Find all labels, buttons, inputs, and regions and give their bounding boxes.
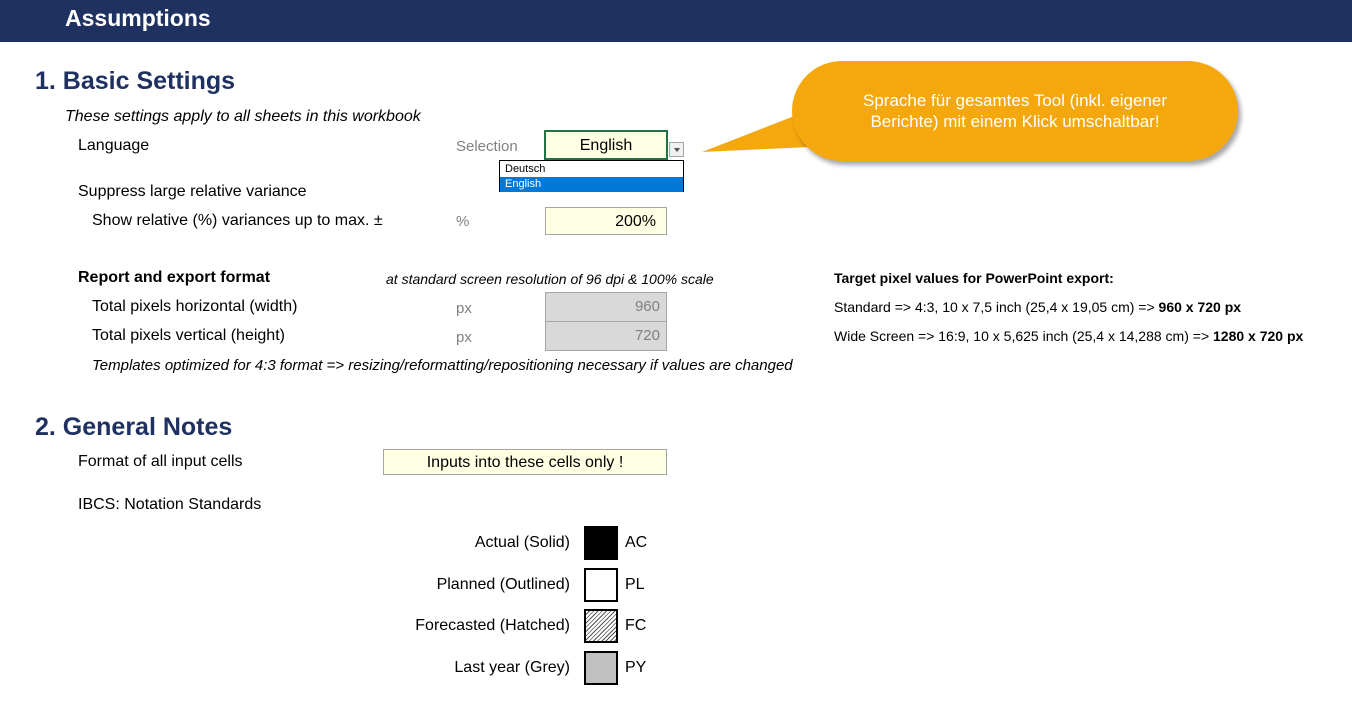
dropdown-option-english[interactable]: English: [500, 177, 683, 192]
section-title-basic-settings: 1. Basic Settings: [35, 67, 236, 95]
language-label: Language: [78, 137, 150, 154]
target-standard: [834, 299, 1241, 315]
header-bar: [0, 0, 1352, 42]
target-title: Target pixel values for PowerPoint export:: [834, 270, 1114, 286]
forecasted-swatch-icon: [584, 609, 618, 643]
last-year-swatch-icon: [584, 651, 618, 685]
target-standard-text: Standard => 4:3, 10 x 7,5 inch (25,4 x 19,05 cm) =>: [834, 299, 1159, 315]
language-callout: Sprache für gesamtes Tool (inkl. eigener Berichte) mit einem Klick umschaltbar!: [792, 61, 1238, 161]
variance-unit: %: [456, 213, 470, 230]
template-note: Templates optimized for 4:3 format => resizing/reformatting/repositioning necessary if values are changed: [92, 357, 793, 374]
selection-label: Selection: [456, 138, 518, 155]
notation-label-planned: Planned (Outlined): [436, 576, 570, 593]
resolution-note: at standard screen resolution of 96 dpi & 100% scale: [386, 271, 714, 287]
variance-input[interactable]: 200%: [545, 207, 667, 235]
input-format-label: Format of all input cells: [78, 453, 243, 470]
report-format-label: Report and export format: [78, 269, 271, 286]
target-wide: [834, 328, 1303, 344]
target-wide-value: 1280 x 720 px: [1213, 328, 1304, 344]
section-title-general-notes: 2. General Notes: [35, 413, 233, 441]
notation-label-last-year: Last year (Grey): [454, 659, 570, 676]
language-select[interactable]: English: [544, 130, 668, 160]
chevron-down-icon[interactable]: [669, 142, 684, 157]
height-label: Total pixels vertical (height): [92, 327, 285, 344]
page-title: Assumptions: [65, 5, 211, 31]
dropdown-option-deutsch[interactable]: Deutsch: [505, 163, 546, 175]
planned-swatch-icon: [584, 568, 618, 602]
width-unit: px: [456, 300, 472, 317]
height-unit: px: [456, 329, 472, 346]
notation-code-actual: AC: [625, 534, 648, 551]
language-dropdown-list: [499, 160, 684, 192]
notation-label-forecasted: Forecasted (Hatched): [415, 617, 570, 634]
height-value: 720: [545, 321, 667, 351]
notation-code-planned: PL: [625, 576, 645, 593]
notation-code-last-year: PY: [625, 659, 647, 676]
target-standard-value: 960 x 720 px: [1158, 299, 1242, 315]
ibcs-label: IBCS: Notation Standards: [78, 496, 262, 513]
width-value: 960: [545, 292, 667, 322]
actual-swatch-icon: [584, 526, 618, 560]
width-label: Total pixels horizontal (width): [92, 298, 298, 315]
input-format-sample: Inputs into these cells only !: [383, 449, 667, 475]
variance-label: Show relative (%) variances up to max. ±: [92, 212, 383, 229]
section-subtitle: These settings apply to all sheets in this workbook: [65, 108, 421, 125]
target-wide-text: Wide Screen => 16:9, 10 x 5,625 inch (25,4 x 14,288 cm) =>: [834, 328, 1214, 344]
notation-label-actual: Actual (Solid): [474, 534, 570, 551]
suppress-variance-label: Suppress large relative variance: [78, 183, 307, 200]
notation-code-forecasted: FC: [625, 617, 647, 634]
